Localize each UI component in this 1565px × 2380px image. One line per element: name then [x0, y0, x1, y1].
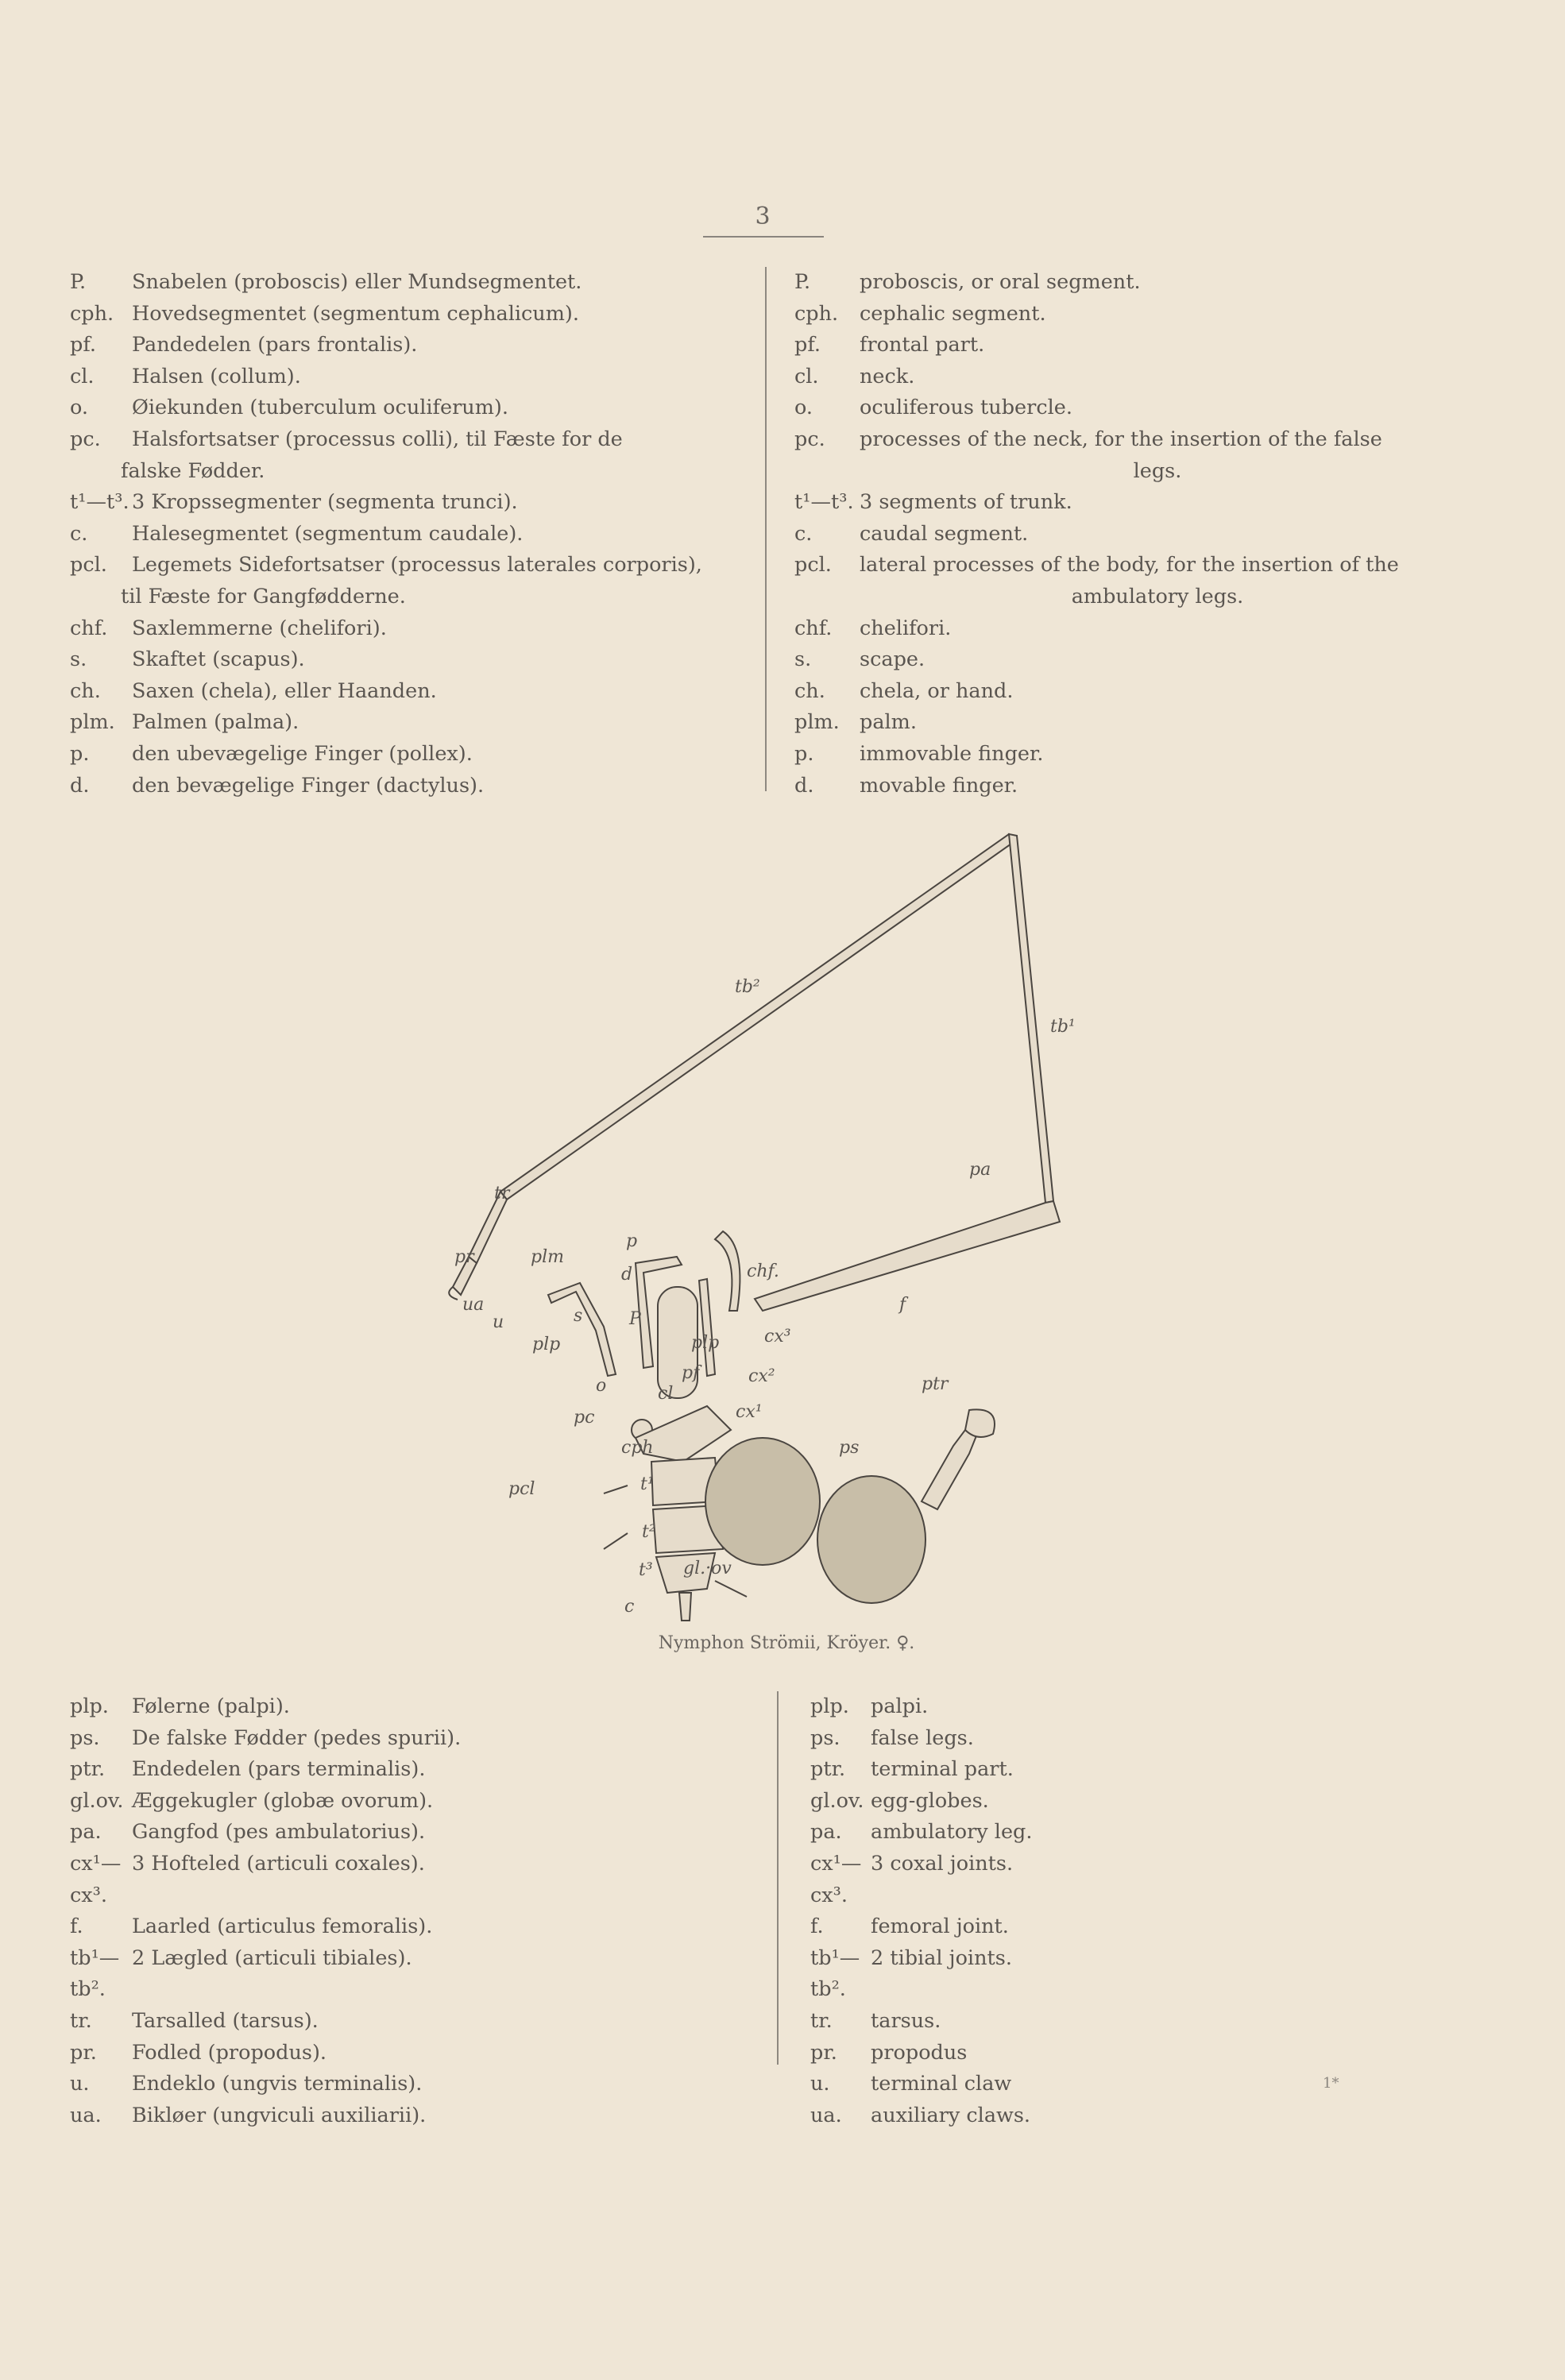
legend-top-english [794, 267, 1470, 802]
legend-desc: false legs. [871, 1725, 974, 1750]
label-tb1: tb¹ [1050, 1017, 1076, 1037]
leg-tibia-1 [1009, 834, 1053, 1203]
legend-abbr: o. [70, 396, 89, 420]
legend-abbr: t¹—t³. [70, 490, 129, 515]
label-u: u [493, 1312, 504, 1332]
legend-entry [794, 676, 1470, 708]
label-tr: tr [494, 1184, 510, 1204]
legend-abbr: p. [70, 741, 90, 766]
legend-abbr: ptr. [810, 1757, 846, 1782]
legend-desc-continued: falske Fødder. [121, 458, 265, 483]
legend-entry [794, 644, 1470, 676]
legend-entry [794, 330, 1470, 361]
legend-entry [70, 1817, 610, 1849]
legend-entry [70, 2006, 610, 2038]
legend-desc: scape. [860, 647, 925, 672]
legend-entry [810, 1691, 1382, 1723]
legend-desc: ambulatory leg. [871, 1820, 1033, 1845]
legend-desc: De falske Fødder (pedes spurii). [132, 1725, 462, 1750]
legend-abbr: cl. [70, 364, 95, 388]
legend-abbr: p. [794, 741, 814, 766]
legend-entry [70, 739, 737, 771]
legend-abbr: u. [70, 2072, 90, 2096]
legend-abbr: cx¹—cx³. [810, 1851, 862, 1907]
legend-desc: chela, or hand. [860, 678, 1014, 703]
legend-desc: Tarsalled (tarsus). [132, 2008, 319, 2033]
legend-entry [810, 1754, 1382, 1786]
legend-desc: Halsen (collum). [132, 364, 301, 388]
legend-entry [794, 519, 1470, 551]
legend-desc: movable finger. [860, 773, 1018, 798]
legend-abbr: tr. [810, 2008, 833, 2033]
leg-tibia-2 [500, 834, 1014, 1200]
page-number: 3 [755, 203, 771, 230]
egg-globe-1 [705, 1438, 820, 1565]
legend-desc: Fodled (propodus). [132, 2040, 327, 2065]
legend-desc: Æggekugler (globæ ovorum). [132, 1788, 434, 1813]
legend-abbr: tr. [70, 2008, 92, 2033]
legend-abbr: t¹—t³. [794, 490, 854, 515]
label-t3: t³ [639, 1560, 653, 1580]
legend-desc: terminal claw [871, 2072, 1012, 2096]
label-ptr: ptr [922, 1374, 949, 1394]
legend-desc: palm. [860, 710, 917, 735]
legend-entry [70, 613, 737, 645]
legend-entry [810, 1849, 1382, 1911]
legend-abbr: plm. [794, 710, 840, 735]
legend-entry [70, 1786, 610, 1818]
label-chf: chf. [747, 1261, 779, 1281]
legend-desc: immovable finger. [860, 741, 1044, 766]
legend-entry [70, 1943, 610, 2006]
legend-abbr: o. [794, 396, 813, 420]
legend-entry [70, 424, 737, 456]
label-ps: ps [839, 1438, 860, 1458]
legend-desc: 2 Lægled (articuli tibiales). [132, 1945, 412, 1970]
legend-desc: den bevægelige Finger (dactylus). [132, 773, 485, 798]
label-cl: cl [658, 1384, 674, 1404]
legend-abbr: P. [794, 270, 811, 294]
legend-abbr: pr. [70, 2040, 97, 2065]
label-pf: pf [682, 1363, 700, 1383]
label-tb2: tb² [735, 977, 760, 997]
legend-desc-continued: ambulatory legs. [1071, 584, 1244, 609]
legend-entry [794, 424, 1470, 456]
label-plp-right: plp [691, 1333, 720, 1353]
label-cx3: cx³ [764, 1327, 791, 1346]
legend-abbr: pf. [794, 333, 821, 357]
legend-entry [70, 1911, 610, 1943]
legend-desc: Endeklo (ungvis terminalis). [132, 2072, 423, 2096]
legend-desc: Saxlemmerne (chelifori). [132, 616, 387, 640]
legend-entry [794, 267, 1470, 299]
label-cph: cph [621, 1438, 654, 1458]
legend-entry [70, 361, 737, 393]
legend-desc: 3 coxal joints. [871, 1851, 1014, 1876]
legend-abbr: s. [794, 647, 812, 672]
legend-abbr: tb¹—tb². [70, 1945, 120, 2002]
legend-abbr: cph. [794, 301, 839, 326]
label-cx1: cx¹ [736, 1402, 763, 1422]
legend-desc: Halsfortsatser (processus colli), til Fæste for de [132, 427, 623, 451]
legend-abbr: pc. [794, 427, 825, 451]
false-leg [922, 1430, 977, 1509]
legend-entry [70, 550, 737, 581]
figure-caption: Nymphon Strömii, Kröyer. ♀. [658, 1633, 915, 1653]
legend-abbr: ch. [70, 678, 101, 703]
legend-desc: terminal part. [871, 1757, 1014, 1782]
legend-entry [810, 1911, 1382, 1943]
legend-desc: processes of the neck, for the insertion of the false [860, 427, 1382, 451]
legend-desc: proboscis, or oral segment. [860, 270, 1141, 294]
label-pa: pa [969, 1160, 991, 1180]
legend-bottom-divider [777, 1691, 779, 2065]
legend-entry [70, 644, 737, 676]
legend-desc: frontal part. [860, 333, 985, 357]
legend-abbr: pcl. [70, 553, 107, 578]
legend-abbr: ch. [794, 678, 825, 703]
legend-abbr: d. [794, 773, 814, 798]
nymphon-drawing [445, 818, 1494, 1629]
legend-desc-continued: til Fæste for Gangfødderne. [121, 584, 406, 609]
legend-desc: auxiliary claws. [871, 2103, 1031, 2127]
legend-abbr: pcl. [794, 553, 832, 578]
legend-entry [810, 2006, 1382, 2038]
legend-entry [794, 299, 1470, 330]
legend-abbr: ps. [70, 1725, 100, 1750]
legend-entry [810, 1943, 1382, 2006]
legend-abbr: gl.ov. [70, 1788, 124, 1813]
label-f: f [899, 1295, 906, 1315]
page-number-rule [703, 236, 824, 238]
legend-desc: tarsus. [871, 2008, 941, 2033]
legend-entry [70, 676, 737, 708]
legend-abbr: pr. [810, 2040, 837, 2065]
label-t1: t¹ [640, 1474, 655, 1494]
legend-top-danish [70, 267, 737, 802]
legend-desc: Skaftet (scapus). [132, 647, 305, 672]
legend-desc: Hovedsegmentet (segmentum cephalicum). [132, 301, 579, 326]
legend-abbr: d. [70, 773, 90, 798]
legend-abbr: pc. [70, 427, 101, 451]
label-plp-left: plp [532, 1335, 561, 1354]
legend-abbr: c. [70, 521, 88, 546]
legend-entry [70, 707, 737, 739]
legend-entry [70, 519, 737, 551]
palp-left [548, 1283, 616, 1376]
legend-desc: Endedelen (pars terminalis). [132, 1757, 426, 1782]
label-pc: pc [574, 1408, 595, 1428]
legend-entry [70, 2069, 610, 2100]
legend-abbr: cph. [70, 301, 114, 326]
label-s: s [574, 1306, 583, 1326]
legend-entry [794, 361, 1470, 393]
legend-desc: Laarled (articulus femoralis). [132, 1914, 433, 1939]
legend-desc: 3 Kropssegmenter (segmenta trunci). [132, 490, 518, 515]
legend-abbr: plp. [70, 1694, 109, 1718]
legend-desc: Legemets Sidefortsatser (processus laterales corporis), [132, 553, 702, 578]
legend-desc: lateral processes of the body, for the insertion of the [860, 553, 1399, 578]
label-d: d [621, 1265, 633, 1285]
legend-desc: oculiferous tubercle. [860, 396, 1072, 420]
legend-entry [70, 771, 737, 802]
legend-entry [794, 739, 1470, 771]
legend-desc: egg-globes. [871, 1788, 989, 1813]
legend-desc-continued: legs. [1133, 458, 1182, 483]
legend-desc: femoral joint. [871, 1914, 1009, 1939]
label-c: c [624, 1597, 635, 1617]
legend-abbr: pa. [70, 1820, 102, 1845]
legend-bottom-danish [70, 1691, 610, 2131]
label-pr: pr [454, 1247, 474, 1267]
label-glov: gl.·ov [683, 1559, 732, 1578]
legend-entry [70, 1691, 610, 1723]
legend-desc: 3 segments of trunk. [860, 490, 1072, 515]
legend-entry [794, 613, 1470, 645]
legend-abbr: cx¹—cx³. [70, 1851, 122, 1907]
legend-entry [794, 550, 1470, 581]
legend-entry [810, 1786, 1382, 1818]
legend-desc: palpi. [871, 1694, 929, 1718]
legend-entry [70, 1754, 610, 1786]
legend-desc: neck. [860, 364, 915, 388]
label-ua: ua [462, 1295, 485, 1315]
legend-entry [794, 771, 1470, 802]
legend-abbr: gl.ov. [810, 1788, 864, 1813]
label-pcl: pcl [508, 1479, 535, 1499]
nymphon-figure [445, 818, 1494, 1629]
legend-abbr: ua. [70, 2103, 102, 2127]
legend-abbr: s. [70, 647, 87, 672]
legend-entry [794, 392, 1470, 424]
legend-desc: caudal segment. [860, 521, 1029, 546]
legend-entry [810, 2038, 1382, 2069]
legend-desc: Snabelen (proboscis) eller Mundsegmentet. [132, 270, 582, 294]
leg-femur [755, 1201, 1060, 1311]
legend-abbr: ps. [810, 1725, 840, 1750]
legend-entry [70, 330, 737, 361]
legend-abbr: tb¹—tb². [810, 1945, 860, 2002]
legend-bottom-english [810, 1691, 1382, 2131]
legend-entry [810, 2100, 1382, 2132]
legend-desc: propodus [871, 2040, 968, 2065]
legend-abbr: chf. [794, 616, 833, 640]
label-plm: plm [531, 1247, 564, 1267]
legend-abbr: c. [794, 521, 813, 546]
legend-abbr: f. [70, 1914, 83, 1939]
legend-abbr: chf. [70, 616, 108, 640]
legend-abbr: ua. [810, 2103, 842, 2127]
label-p: p [626, 1231, 638, 1251]
legend-desc: Palmen (palma). [132, 710, 299, 735]
label-proboscis: P [629, 1309, 641, 1329]
legend-desc: Halesegmentet (segmentum caudale). [132, 521, 524, 546]
legend-desc: chelifori. [860, 616, 952, 640]
legend-desc: 3 Hofteled (articuli coxales). [132, 1851, 425, 1876]
legend-desc: cephalic segment. [860, 301, 1046, 326]
legend-desc: den ubevægelige Finger (pollex). [132, 741, 473, 766]
legend-entry [70, 1723, 610, 1755]
egg-globe-2 [817, 1476, 925, 1603]
legend-desc: 2 tibial joints. [871, 1945, 1012, 1970]
legend-desc: Saxen (chela), eller Haanden. [132, 678, 437, 703]
legend-abbr: u. [810, 2072, 830, 2096]
legend-entry [794, 487, 1470, 519]
chelifore-right-arm [699, 1279, 715, 1376]
legend-entry [70, 392, 737, 424]
legend-desc: Øiekunden (tuberculum oculiferum). [132, 396, 508, 420]
legend-entry [794, 707, 1470, 739]
legend-entry [810, 1817, 1382, 1849]
legend-entry [810, 1723, 1382, 1755]
chelifore-right [715, 1231, 740, 1311]
legend-desc: Bikløer (ungviculi auxiliarii). [132, 2103, 427, 2127]
legend-entry [70, 2038, 610, 2069]
caudal-segment [679, 1593, 691, 1621]
legend-abbr: f. [810, 1914, 824, 1939]
legend-abbr: plm. [70, 710, 115, 735]
label-t2: t² [642, 1522, 656, 1542]
legend-desc: Følerne (palpi). [132, 1694, 290, 1718]
legend-abbr: pa. [810, 1820, 842, 1845]
legend-entry [70, 267, 737, 299]
false-leg-terminal [965, 1409, 995, 1437]
legend-top-divider [765, 267, 767, 791]
legend-desc: Pandedelen (pars frontalis). [132, 333, 418, 357]
legend-abbr: cl. [794, 364, 819, 388]
legend-entry [70, 487, 737, 519]
signature-mark: 1* [1323, 2075, 1339, 2092]
legend-entry [70, 2100, 610, 2132]
legend-abbr: plp. [810, 1694, 849, 1718]
legend-abbr: P. [70, 270, 87, 294]
label-cx2: cx² [748, 1366, 775, 1386]
legend-desc: Gangfod (pes ambulatorius). [132, 1820, 426, 1845]
legend-entry [70, 1849, 610, 1911]
legend-entry [810, 2069, 1382, 2100]
legend-entry [70, 299, 737, 330]
legend-abbr: ptr. [70, 1757, 106, 1782]
legend-abbr: pf. [70, 333, 96, 357]
label-o: o [596, 1376, 607, 1396]
